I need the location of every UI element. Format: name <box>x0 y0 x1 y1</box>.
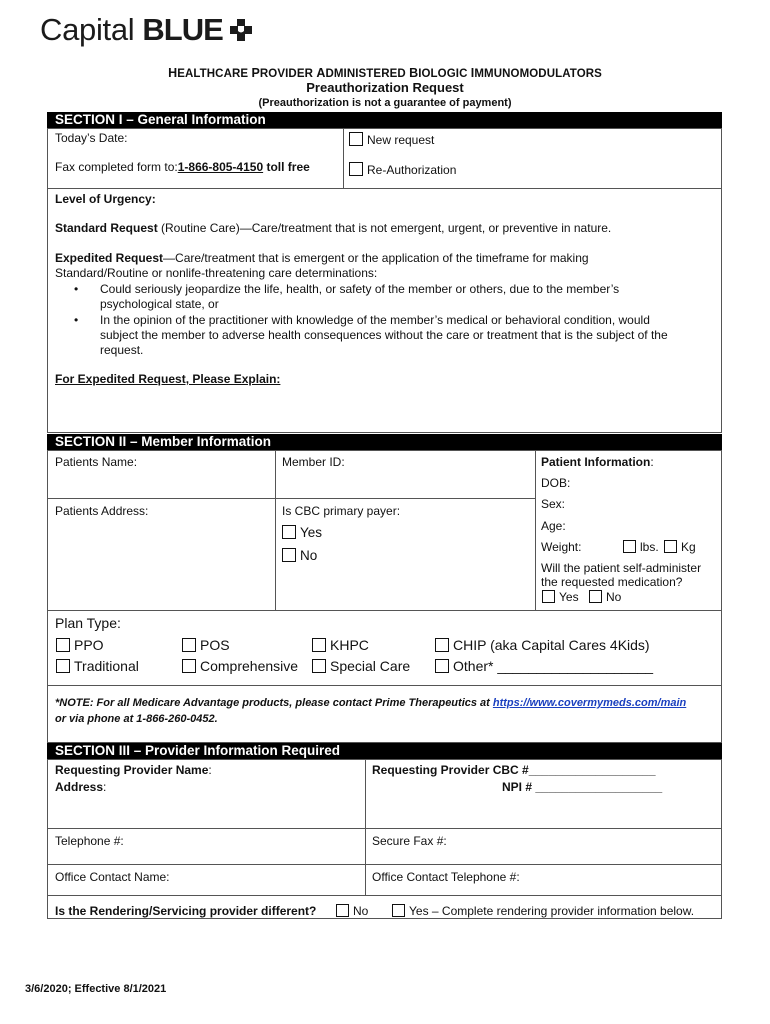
section-3-rule-a <box>47 828 722 829</box>
standard-request-line[interactable]: Standard Request (Routine Care)—Care/treatment that is not emergent, urgent, or preventive in nature. <box>55 221 612 235</box>
plan-khpc[interactable]: KHPC <box>312 637 369 653</box>
fax-number: 1-866-805-4150 <box>177 160 264 174</box>
logo-word-capital: Capital <box>40 12 135 47</box>
patient-information-label: Patient Information: <box>541 455 654 469</box>
self-administer-yes[interactable]: Yes <box>542 590 579 604</box>
plan-comprehensive-checkbox[interactable] <box>182 659 196 673</box>
self-administer-no-checkbox[interactable] <box>589 590 602 603</box>
plan-special-care-checkbox[interactable] <box>312 659 326 673</box>
kg-checkbox[interactable] <box>664 540 677 553</box>
plan-pos-checkbox[interactable] <box>182 638 196 652</box>
form-disclaimer: (Preauthorization is not a guarantee of payment) <box>258 97 512 109</box>
covermymeds-link[interactable]: https://www.covermymeds.com/main <box>492 697 687 709</box>
plan-khpc-checkbox[interactable] <box>312 638 326 652</box>
plan-other-checkbox[interactable] <box>435 659 449 673</box>
bullet-1-text: Could seriously jeopardize the life, health, or safety of the member or others, due to the member’s psychological state, or <box>100 282 620 311</box>
section-2-divider-a <box>275 450 276 610</box>
secure-fax-field[interactable]: Secure Fax #: <box>372 834 447 848</box>
rendering-no-checkbox[interactable] <box>336 904 349 917</box>
office-contact-phone-field[interactable]: Office Contact Telephone #: <box>372 870 520 884</box>
section-2-header: SECTION II – Member Information <box>47 434 722 450</box>
plan-traditional[interactable]: Traditional <box>56 658 139 674</box>
self-administer-question: Will the patient self-administer the requested medication? <box>541 561 702 589</box>
age-field[interactable]: Age: <box>541 519 566 533</box>
bullet-2-text: In the opinion of the practitioner with knowledge of the member’s medical or behavioral condition, would subject the member to adverse health consequences without the care or treatment that is the subject of the request. <box>100 313 668 357</box>
cbc-primary-yes[interactable]: Yes <box>282 525 322 540</box>
rendering-yes-option[interactable]: Yes – Complete rendering provider information below. <box>392 904 694 918</box>
new-request-checkbox[interactable] <box>349 132 363 146</box>
section-1-rule <box>47 188 722 189</box>
provider-address-field[interactable]: Address: <box>55 780 107 794</box>
self-administer-no[interactable]: No <box>589 590 621 604</box>
cross-shield-icon <box>229 18 253 42</box>
fax-line: Fax completed form to:1-866-805-4150 toll free <box>55 160 310 174</box>
medicare-note: *NOTE: For all Medicare Advantage products, please contact Prime Therapeutics at https://www.covermymeds.com/main or via phone at 1-866-260-0452. <box>55 697 687 725</box>
form-title: HEALTHCARE PROVIDER ADMINISTERED BIOLOGIC IMMUNOMODULATORS <box>168 66 602 80</box>
section-2-divider-b <box>535 450 536 610</box>
section-3-rule-c <box>47 895 722 896</box>
plan-pos[interactable]: POS <box>182 637 230 653</box>
bullet-2: • <box>74 313 79 327</box>
todays-date-field[interactable]: Today’s Date: <box>55 131 128 145</box>
expedited-request-paragraph[interactable]: Expedited Request—Care/treatment that is emergent or the application of the timeframe for making Standard/Routine or nonlife-threatening care determinations: <box>55 251 589 280</box>
self-administer-yes-checkbox[interactable] <box>542 590 555 603</box>
kg-option[interactable]: Kg <box>664 540 696 554</box>
section-2-rule-b <box>47 610 722 611</box>
plan-ppo[interactable]: PPO <box>56 637 104 653</box>
logo-word-blue: BLUE <box>142 12 223 47</box>
lbs-checkbox[interactable] <box>623 540 636 553</box>
form-subtitle: Preauthorization Request <box>306 80 464 95</box>
plan-special-care[interactable]: Special Care <box>312 658 410 674</box>
cbc-primary-label: Is CBC primary payer: <box>282 504 401 518</box>
cbc-primary-yes-checkbox[interactable] <box>282 525 296 539</box>
bullet-1: • <box>74 282 79 296</box>
patients-name-field[interactable]: Patients Name: <box>55 455 138 469</box>
telephone-field[interactable]: Telephone #: <box>55 834 124 848</box>
section-1-divider <box>343 128 344 188</box>
rendering-no-option[interactable]: No <box>336 904 368 918</box>
section-2-rule-c <box>47 685 722 686</box>
dob-field[interactable]: DOB: <box>541 476 571 490</box>
plan-comprehensive[interactable]: Comprehensive <box>182 658 298 674</box>
section-3-divider <box>365 759 366 895</box>
cbc-primary-no-checkbox[interactable] <box>282 548 296 562</box>
patients-address-field[interactable]: Patients Address: <box>55 504 149 518</box>
requesting-provider-name-field[interactable]: Requesting Provider Name: <box>55 763 212 777</box>
section-3-rule-b <box>47 864 722 865</box>
new-request-option[interactable]: New request <box>349 132 434 147</box>
requesting-provider-cbc-field[interactable]: Requesting Provider CBC #___________________ <box>372 763 656 777</box>
plan-chip[interactable]: CHIP (aka Capital Cares 4Kids) <box>435 637 650 653</box>
rendering-yes-checkbox[interactable] <box>392 904 405 917</box>
office-contact-name-field[interactable]: Office Contact Name: <box>55 870 170 884</box>
plan-ppo-checkbox[interactable] <box>56 638 70 652</box>
lbs-option[interactable]: lbs. <box>623 540 659 554</box>
section-2-rule-a <box>47 498 535 499</box>
weight-field[interactable]: Weight: <box>541 540 582 554</box>
expedited-explain-field[interactable]: For Expedited Request, Please Explain: <box>55 372 281 386</box>
member-id-field[interactable]: Member ID: <box>282 455 345 469</box>
capital-blue-logo <box>40 12 253 48</box>
plan-chip-checkbox[interactable] <box>435 638 449 652</box>
plan-traditional-checkbox[interactable] <box>56 659 70 673</box>
urgency-label: Level of Urgency: <box>55 192 156 206</box>
rendering-provider-question: Is the Rendering/Servicing provider different? <box>55 904 317 918</box>
cbc-primary-no[interactable]: No <box>282 548 317 563</box>
plan-type-label: Plan Type: <box>55 615 121 631</box>
section-1-header: SECTION I – General Information <box>47 112 722 128</box>
npi-field[interactable]: NPI # ___________________ <box>502 780 663 794</box>
reauthorization-option[interactable]: Re-Authorization <box>349 162 456 177</box>
plan-other[interactable]: Other* ____________________ <box>435 658 653 674</box>
sex-field[interactable]: Sex: <box>541 497 566 511</box>
reauthorization-checkbox[interactable] <box>349 162 363 176</box>
footer-date: 3/6/2020; Effective 8/1/2021 <box>25 983 167 995</box>
section-3-header: SECTION III – Provider Information Required <box>47 743 722 759</box>
